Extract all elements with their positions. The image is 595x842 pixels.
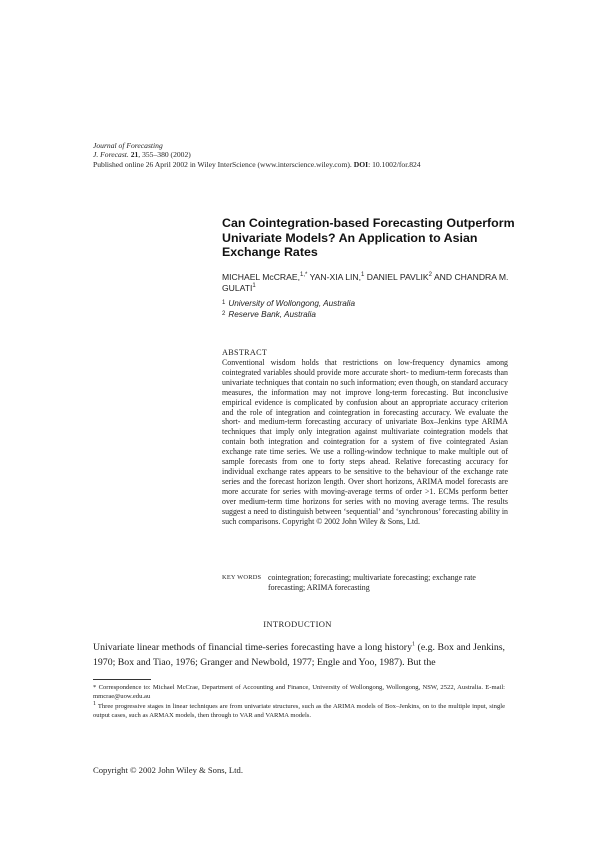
publication-line	[93, 160, 421, 169]
footnote-mark: 1	[93, 700, 96, 707]
footnote-text: Three progressive stages in linear techniques are from univariate structures, such as the ARIMA models of Box–Jenkins, on to the multiple input, single output cases, such as ARMAX models, then through to VAR and VARMA models.	[93, 703, 505, 719]
footnote-divider	[93, 679, 151, 680]
introduction-paragraph	[93, 640, 505, 670]
affiliation-mark: 2	[222, 311, 226, 317]
abstract-heading: ABSTRACT	[222, 348, 268, 357]
journal-abbrev: J. Forecast.	[93, 150, 129, 160]
affiliation-text: University of Wollongong, Australia	[228, 299, 356, 308]
footnote-mark: *	[93, 684, 97, 691]
published-online: Published online 26 April 2002 in Wiley InterScience (www.interscience.wiley.com).	[93, 159, 352, 169]
copyright-notice: Copyright © 2002 John Wiley & Sons, Ltd.	[93, 765, 243, 775]
journal-volume: 21	[130, 150, 139, 160]
journal-citation	[93, 150, 421, 159]
keywords-label: KEY WORDS	[222, 574, 262, 581]
keywords	[222, 573, 512, 593]
footnote-text: Correspondence to: Michael McCrae, Department of Accounting and Finance, University of Wollongong, Wollongong, NSW, 2522, Australia. E-mail: mmcrae@uow.edu.au	[93, 684, 505, 700]
author-mark: 2	[428, 272, 433, 279]
abstract-text: Conventional wisdom holds that restrictions on low-frequency dynamics among cointegrated variables should provide more accurate short- to medium-term forecasts than univariate techniques that contain no such information; even though, on standard accuracy measures, the information may not improve long-term forecasting. But inconclusive empirical evidence is complicated by confusion about an appropriate accuracy criterion and the role of integration and cointegration in forecasting accuracy. We evaluate the short- and medium-term forecasting accuracy of univariate Box–Jenkins type ARIMA techniques that imply only integration against multivariate cointegration models that contain both integration and cointegration for a system of five cointegrated Asian exchange rate time series. We use a rolling-window technique to make multiple out of sample forecasts from one to forty steps ahead. Relative forecasting accuracy for individual exchange rates appears to be sensitive to the behaviour of the exchange rate series and the forecast horizon length. Over short horizons, ARIMA model forecasts are more accurate for series with moving-average terms of order >1. ECMs perform better over medium-term time horizons for series with no moving average terms. The results suggest a need to distinguish between ‘sequential’ and ‘synchronous’ forecasting ability in such comparisons. Copyright © 2002 John Wiley & Sons, Ltd.	[222, 358, 508, 526]
footnote-ref-1: 1	[411, 641, 415, 648]
author-name: MICHAEL McCRAE,	[222, 272, 300, 282]
footnote-1	[93, 700, 505, 720]
journal-header	[93, 141, 421, 169]
author-mark: 1,*	[300, 272, 308, 279]
intro-text-start: Univariate linear methods of financial time-series forecasting have a long history	[93, 642, 412, 653]
footnote-correspondence	[93, 684, 505, 701]
intro-text-end: (e.g. Box and Jenkins, 1970; Box and Tiao, 1976; Granger and Newbold, 1977; Engle and Yoo, 1987). But the	[93, 642, 505, 669]
author-name: AND CHANDRA M. GULATI	[222, 272, 509, 293]
doi-value: : 10.1002/for.824	[368, 159, 421, 169]
author-mark: 1	[361, 272, 365, 279]
affiliation-item	[222, 298, 355, 309]
author-name: YAN-XIA LIN,	[309, 272, 361, 282]
author-name: DANIEL PAVLIK	[366, 272, 429, 282]
journal-pages: , 355–380 (2002)	[138, 150, 191, 160]
affiliation-list	[222, 298, 355, 320]
affiliation-item	[222, 309, 355, 320]
paper-title: Can Cointegration-based Forecasting Outperform Univariate Models? An Application to Asian Exchange Rates	[222, 216, 515, 260]
keywords-text: cointegration; forecasting; multivariate forecasting; exchange rate forecasting; ARIMA forecasting	[268, 573, 476, 592]
section-heading-introduction: INTRODUCTION	[263, 619, 332, 629]
doi-label: DOI	[353, 159, 369, 169]
journal-name: Journal of Forecasting	[93, 141, 163, 150]
author-list	[222, 272, 522, 294]
author-mark: 1	[252, 283, 256, 290]
affiliation-text: Reserve Bank, Australia	[228, 310, 316, 319]
affiliation-mark: 1	[222, 300, 226, 306]
